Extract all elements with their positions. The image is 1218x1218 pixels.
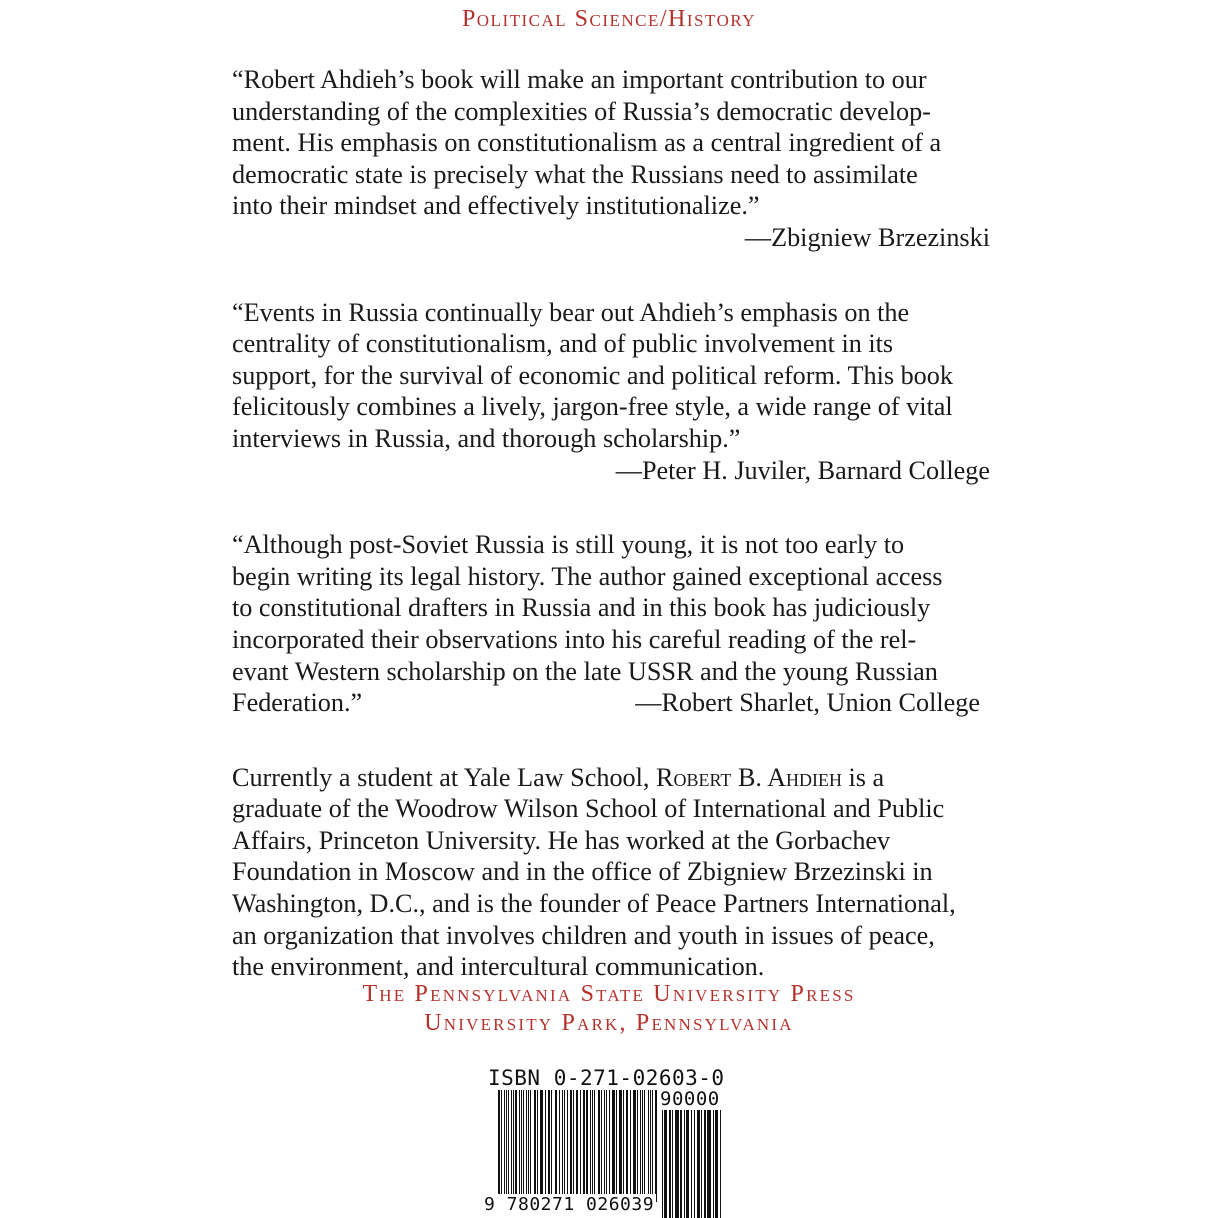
barcode-bar <box>630 1090 631 1202</box>
publisher-imprint <box>0 980 1218 1038</box>
barcode-bar <box>620 1090 621 1202</box>
isbn-label: ISBN 0-271-02603-0 <box>488 1066 725 1090</box>
barcode-bar <box>644 1090 645 1202</box>
barcode-bar <box>586 1090 588 1202</box>
endorsement-text-end: Federation.” <box>232 688 363 718</box>
barcode-bar <box>606 1090 607 1202</box>
barcode-bar <box>559 1090 560 1202</box>
barcode-bar <box>545 1090 546 1202</box>
barcode-bar <box>535 1090 536 1202</box>
barcode <box>480 1088 742 1218</box>
barcode-bar <box>530 1090 531 1202</box>
barcode-bar <box>556 1090 557 1202</box>
publisher-location: University Park, Pennsylvania <box>424 1010 794 1036</box>
addon-bar <box>704 1110 705 1218</box>
barcode-bar <box>656 1090 657 1202</box>
barcode-bar <box>537 1090 538 1202</box>
category-heading: Political Science/History <box>461 6 757 32</box>
endorsement-last-line <box>232 687 994 719</box>
barcode-bar <box>652 1090 653 1202</box>
barcode-bar <box>573 1090 574 1202</box>
barcode-bar <box>508 1090 509 1202</box>
addon-bar <box>707 1110 711 1218</box>
addon-bar <box>720 1110 721 1218</box>
barcode-bar <box>594 1090 595 1202</box>
author-name: Robert B. Ahdieh <box>656 762 842 792</box>
addon-bar <box>684 1110 685 1218</box>
author-bio-text <box>232 762 994 983</box>
addon-bar <box>691 1110 692 1218</box>
barcode-bar <box>627 1090 628 1202</box>
barcode-bar <box>637 1090 638 1202</box>
endorsement-attribution: —Robert Sharlet, Union College <box>635 688 980 718</box>
barcode-bar <box>633 1090 635 1202</box>
endorsement-text: “Robert Ahdieh’s book will make an important contribution to our understanding of the complexities of Russia’s democratic develop- ment. His emphasis on constitutionalism as a central ingredient of a democratic state is precisely what the Russians need to assimilate into their mindset and effectively institutionalize.” <box>232 65 942 221</box>
barcode-bar <box>584 1090 585 1202</box>
bio-suffix: is a graduate of the Woodrow Wilson School of International and Public Affairs, Princeton University. He has worked at the Gorbachev Foundation in Moscow and in the office of Zbigniew Brzezinski in Washington, D.C., and is the founder of Peace Partners International, an organization that involves children and youth in issues of peace, the environment, and intercultural communication. <box>232 762 956 982</box>
barcode-bar <box>580 1090 581 1202</box>
barcode-bar <box>577 1090 578 1202</box>
addon-barcode-bars <box>662 1110 738 1218</box>
addon-bar <box>664 1110 667 1218</box>
barcode-bar <box>562 1090 564 1202</box>
barcode-bar <box>540 1090 542 1202</box>
barcode-bar <box>521 1090 522 1202</box>
barcode-bar <box>623 1090 624 1202</box>
barcode-bar <box>523 1090 524 1202</box>
barcode-bar <box>513 1090 514 1202</box>
barcode-bar <box>650 1090 651 1202</box>
endorsement-brzezinski <box>232 64 994 254</box>
barcode-bar <box>515 1090 517 1202</box>
addon-bar <box>686 1110 689 1218</box>
barcode-bar <box>501 1090 502 1202</box>
addon-bar <box>694 1110 695 1218</box>
addon-bar <box>672 1110 673 1218</box>
barcode-bar <box>601 1090 602 1202</box>
author-bio <box>232 762 994 983</box>
barcode-bar <box>567 1090 568 1202</box>
endorsement-attribution: —Peter H. Juviler, Barnard College <box>615 455 990 485</box>
bio-prefix: Currently a student at Yale Law School, <box>232 762 657 792</box>
barcode-bar <box>592 1090 593 1202</box>
addon-bar <box>680 1110 681 1218</box>
endorsement-sharlet <box>232 529 994 719</box>
barcode-bar <box>642 1090 643 1202</box>
addon-bar <box>669 1110 670 1218</box>
ean-digits: 9 780271 026039 <box>484 1194 655 1215</box>
barcode-bar <box>528 1090 529 1202</box>
barcode-bar <box>542 1090 543 1202</box>
barcode-bar <box>613 1090 615 1202</box>
barcode-bar <box>609 1090 610 1202</box>
barcode-bar <box>506 1090 507 1202</box>
barcode-bar <box>549 1090 550 1202</box>
barcode-bar <box>564 1090 565 1202</box>
addon-bar <box>701 1110 702 1218</box>
addon-digits: 90000 <box>660 1088 720 1110</box>
barcode-bar <box>635 1090 636 1202</box>
addon-bar <box>662 1110 663 1218</box>
addon-bar <box>713 1110 714 1218</box>
addon-bar <box>697 1110 700 1218</box>
barcode-bar <box>599 1090 600 1202</box>
barcode-bar <box>571 1090 572 1202</box>
barcode-bar <box>616 1090 617 1202</box>
barcode-bar <box>499 1090 500 1202</box>
endorsement-juviler <box>232 297 994 487</box>
publisher-name: The Pennsylvania State University Press <box>362 981 856 1007</box>
endorsement-attribution: —Zbigniew Brzezinski <box>744 222 990 252</box>
ean-barcode-bars <box>498 1090 658 1202</box>
addon-bar <box>675 1110 679 1218</box>
cover-text <box>232 64 994 983</box>
addon-bar <box>715 1110 718 1218</box>
endorsement-text: “Events in Russia continually bear out Ahdieh’s emphasis on the centrality of constitutionalism, and of public involvement in its support, for the survival of economic and political reform. This book felicitously combines a lively, jargon-free style, a wide range of vital interviews in Russia, and thorough scholarship.” <box>232 297 953 453</box>
endorsement-text: “Although post-Soviet Russia is still young, it is not too early to begin writing its legal history. The author gained exceptional access to constitutional drafters in Russia and in this book has judiciously incorporated their observations into his careful reading of the rel- evant Western scholarship on the late USSR and the young Russian <box>232 530 943 686</box>
barcode-bar <box>551 1090 552 1202</box>
